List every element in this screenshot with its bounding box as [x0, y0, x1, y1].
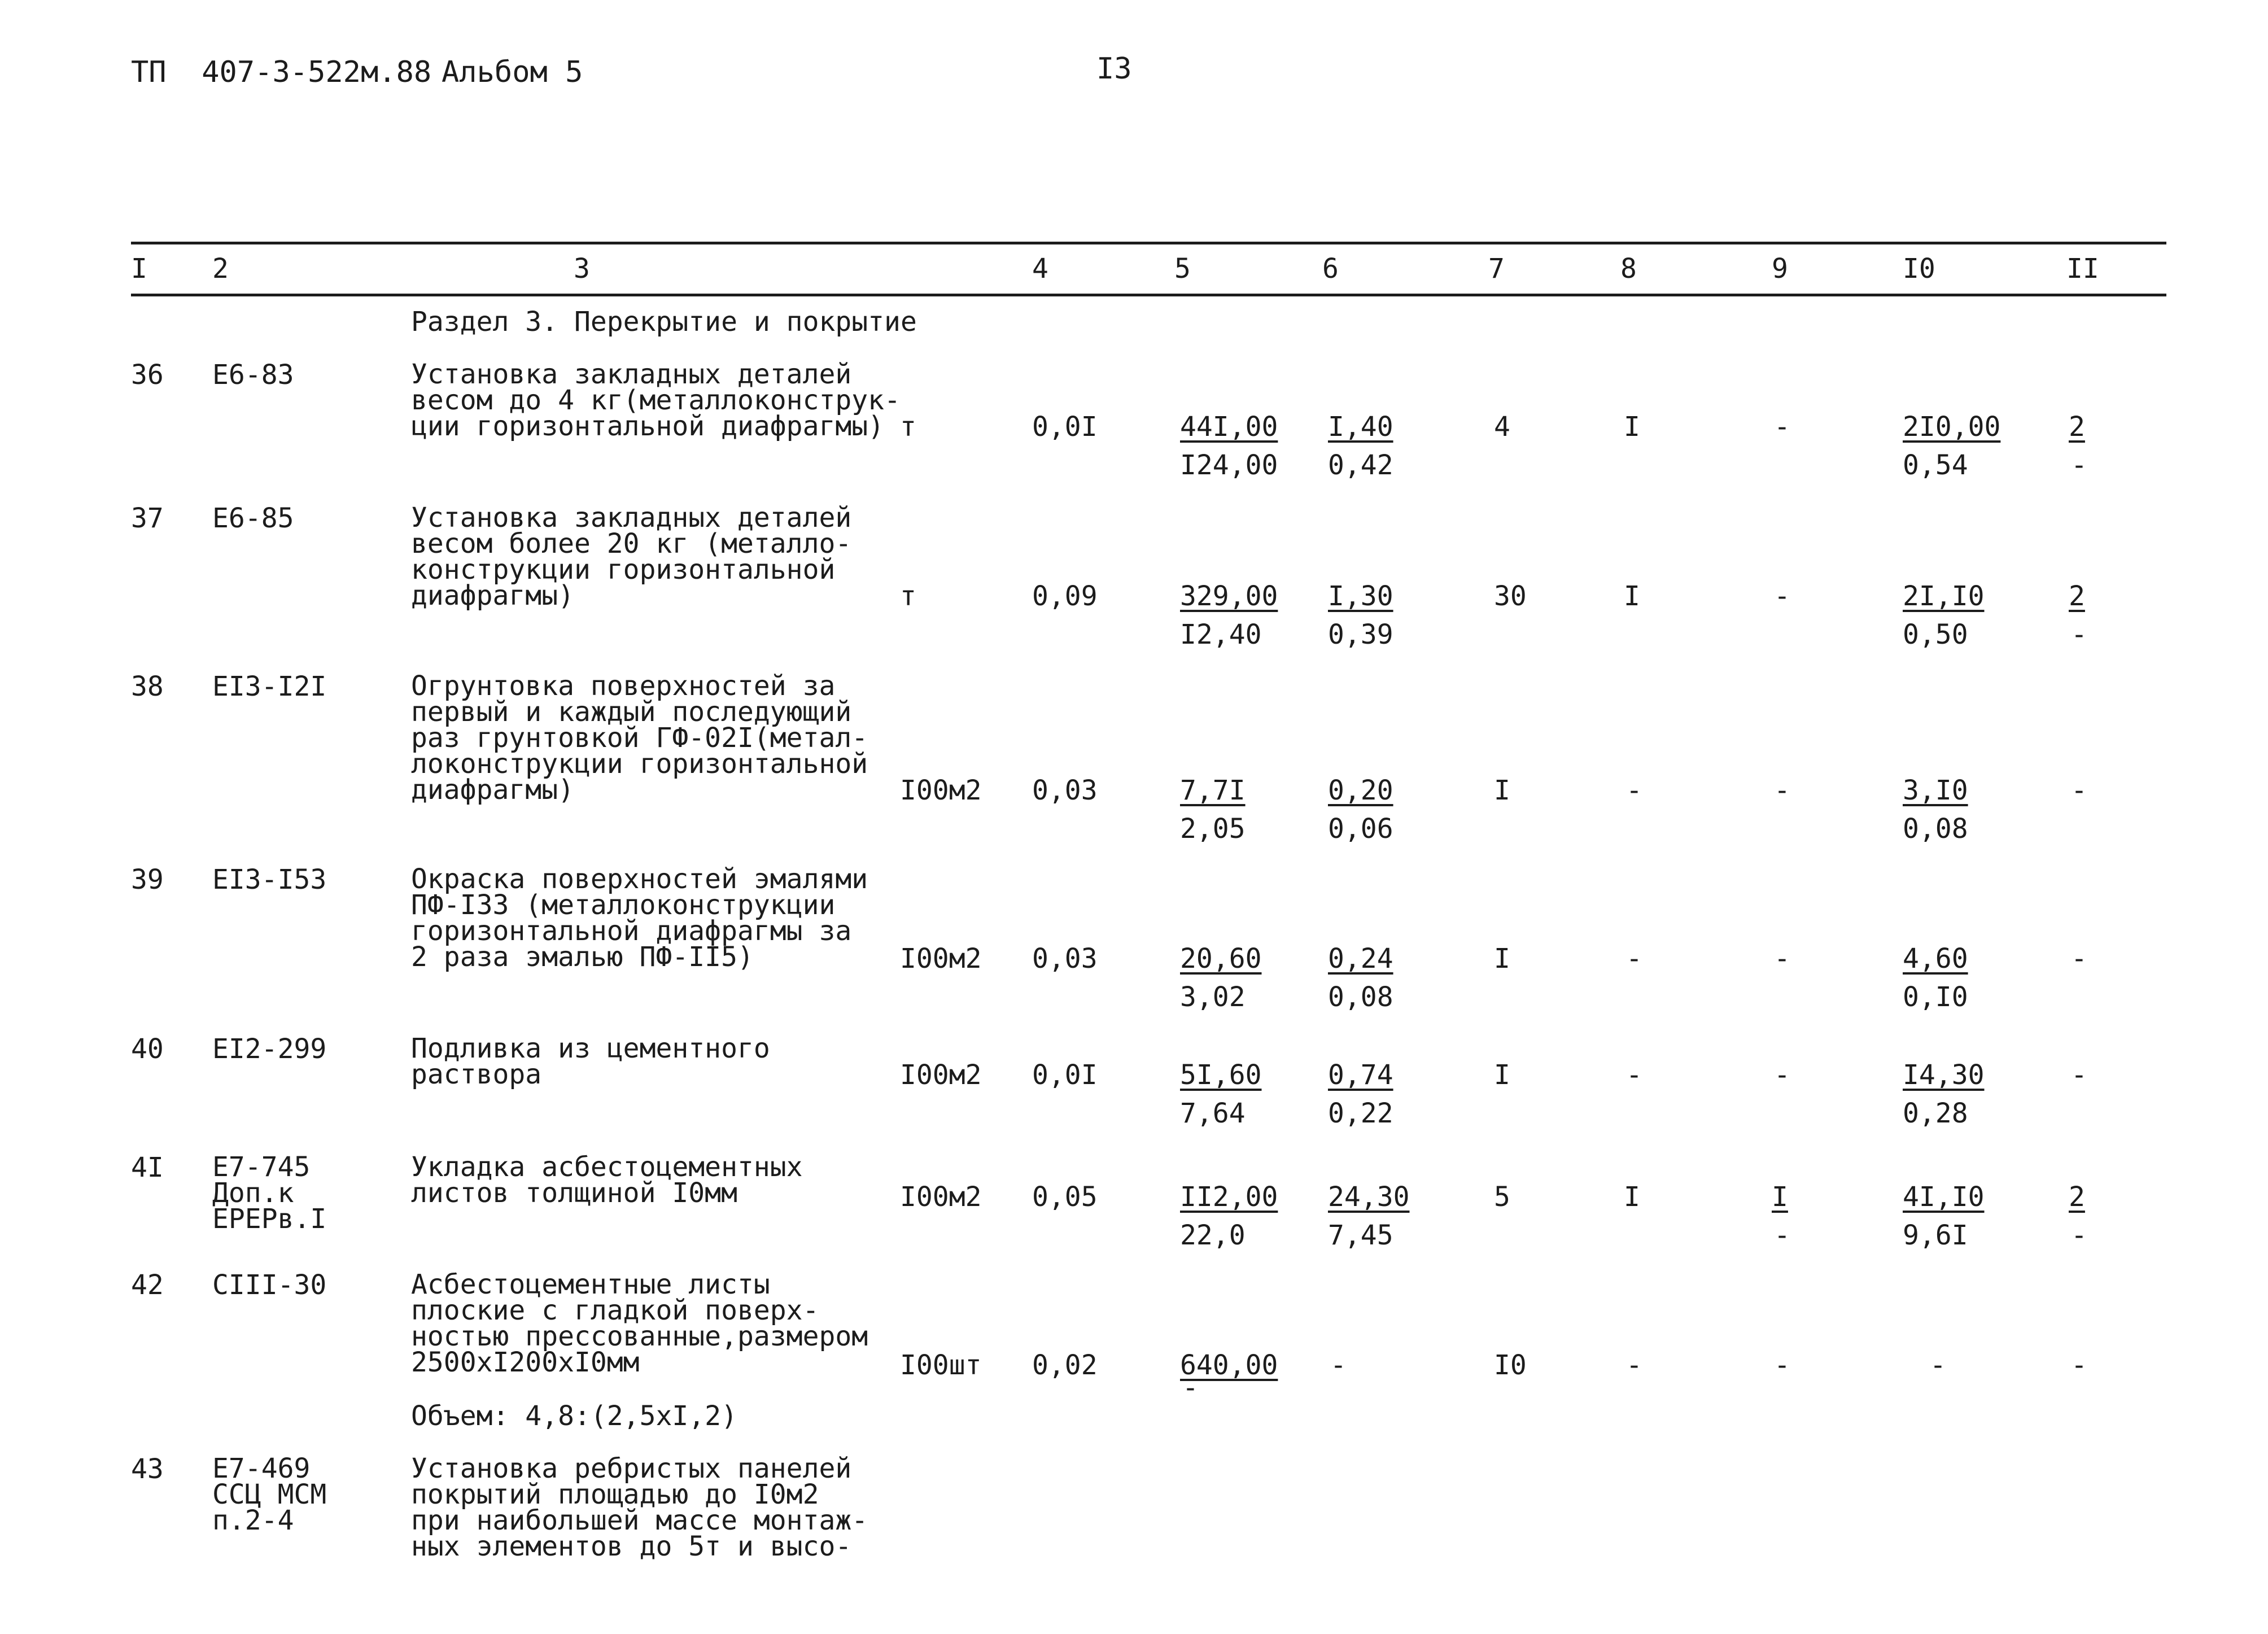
total-cost: 4,60	[1903, 943, 1968, 975]
unit-cost: 44I,00	[1180, 411, 1278, 443]
col7-value: 4	[1494, 411, 1510, 443]
machine-cost: 24,30	[1328, 1181, 1410, 1213]
section-title: Раздел 3. Перекрытие и покрытие	[411, 306, 917, 338]
column-header: I	[131, 253, 147, 285]
column-header: 6	[1322, 253, 1339, 285]
description-line: 2 раза эмалью ПФ-II5)	[411, 941, 754, 973]
description-line: Укладка асбестоцементных	[411, 1151, 803, 1183]
col7-value: I	[1494, 775, 1510, 806]
total-cost-wages: 0,50	[1903, 619, 1968, 650]
work-description	[411, 1033, 919, 1090]
col8-value: I	[1624, 580, 1640, 612]
col8-value: I	[1624, 1181, 1640, 1213]
description-line: плоские с гладкой поверх-	[411, 1295, 819, 1326]
total-cost-wages: 9,6I	[1903, 1220, 1968, 1251]
work-description	[411, 670, 919, 806]
table-top-rule	[131, 242, 2166, 244]
col11-value: -	[2071, 1059, 2087, 1091]
description-line: Установка закладных деталей	[411, 359, 852, 390]
quantity: 0,03	[1032, 943, 1098, 975]
description-line: конструкции горизонтальной	[411, 554, 836, 586]
column-header: 3	[574, 253, 590, 285]
row-number: 40	[131, 1033, 164, 1065]
col11-value: -	[2071, 1349, 2087, 1381]
unit-cost-wages: I2,40	[1180, 619, 1262, 650]
quantity: 0,03	[1032, 775, 1098, 806]
total-cost-wages: 0,I0	[1903, 981, 1968, 1013]
work-description	[411, 1151, 919, 1209]
description-line: листов толщиной I0мм	[411, 1177, 737, 1209]
description-line: ностью прессованные,размером	[411, 1321, 868, 1352]
unit: I00м2	[900, 1059, 982, 1091]
rate-code-line: ЕРЕРв.I	[212, 1203, 327, 1235]
rate-code: Е6-85	[212, 503, 294, 534]
row-number: 38	[131, 671, 164, 702]
total-cost: I4,30	[1903, 1059, 1985, 1091]
total-cost: 2I0,00	[1903, 411, 2001, 443]
description-line: Огрунтовка поверхностей за	[411, 670, 836, 702]
column-header: 7	[1488, 253, 1505, 285]
col9-value: -	[1774, 943, 1790, 975]
unit-cost: II2,00	[1180, 1181, 1278, 1213]
col11-value: 2	[2069, 411, 2085, 443]
work-description	[411, 1269, 919, 1378]
quantity: 0,0I	[1032, 411, 1098, 443]
unit: I00м2	[900, 775, 982, 806]
unit-cost-wages: 7,64	[1180, 1098, 1246, 1129]
column-header: I0	[1903, 253, 1935, 285]
work-description	[411, 502, 919, 612]
row-number: 36	[131, 359, 164, 391]
col11-second: -	[2071, 449, 2087, 481]
description-line: локонструкции горизонтальной	[411, 748, 868, 780]
unit: I00м2	[900, 1181, 982, 1213]
total-cost: 3,I0	[1903, 775, 1968, 806]
col9-value: I	[1772, 1181, 1788, 1213]
col8-value: -	[1626, 943, 1642, 975]
description-line: покрытий площадью до I0м2	[411, 1479, 819, 1510]
album-label: Альбом 5	[442, 55, 583, 89]
machine-cost: I,30	[1328, 580, 1393, 612]
row-number: 39	[131, 864, 164, 895]
unit-cost-wages: -	[1182, 1372, 1199, 1404]
description-line: диафрагмы)	[411, 774, 574, 806]
col11-second: -	[2071, 619, 2087, 650]
unit-cost-wages: I24,00	[1180, 449, 1278, 481]
row-number: 42	[131, 1269, 164, 1301]
description-line: Подливка из цементного	[411, 1033, 770, 1064]
machine-cost: I,40	[1328, 411, 1393, 443]
description-line: Асбестоцементные листы	[411, 1269, 770, 1300]
col9-value: -	[1774, 580, 1790, 612]
rate-code-line: п.2-4	[212, 1505, 294, 1536]
total-cost-wages: 0,08	[1903, 813, 1968, 845]
col9-value: -	[1774, 1349, 1790, 1381]
rate-code-line: ССЦ МСМ	[212, 1479, 327, 1510]
description-line: Окраска поверхностей эмалями	[411, 863, 868, 895]
rate-code	[212, 1453, 393, 1536]
quantity: 0,02	[1032, 1349, 1098, 1381]
unit: I00шт	[900, 1349, 982, 1381]
unit-cost-wages: 22,0	[1180, 1220, 1246, 1251]
total-cost: 2I,I0	[1903, 580, 1985, 612]
col9-value: -	[1774, 775, 1790, 806]
col11-value: 2	[2069, 1181, 2085, 1213]
machine-cost-wages: 7,45	[1328, 1220, 1393, 1251]
column-header: 5	[1174, 253, 1191, 285]
quantity: 0,05	[1032, 1181, 1098, 1213]
column-header: 8	[1620, 253, 1637, 285]
description-line: ных элементов до 5т и высо-	[411, 1531, 852, 1562]
machine-cost: 0,74	[1328, 1059, 1393, 1091]
column-header: 4	[1032, 253, 1048, 285]
col11-value: 2	[2069, 580, 2085, 612]
unit: I00м2	[900, 943, 982, 975]
col7-value: I	[1494, 1059, 1510, 1091]
col8-value: -	[1626, 1059, 1642, 1091]
description-line: весом до 4 кг(металлоконструк-	[411, 385, 901, 416]
description-line: горизонтальной диафрагмы за	[411, 915, 852, 947]
machine-cost-wages: 0,08	[1328, 981, 1393, 1013]
machine-cost-wages: 0,39	[1328, 619, 1393, 650]
unit-cost-wages: 2,05	[1180, 813, 1246, 845]
work-description	[411, 863, 919, 973]
column-header: 9	[1772, 253, 1788, 285]
rate-code: СIII-30	[212, 1269, 327, 1301]
machine-cost-wages: 0,42	[1328, 449, 1393, 481]
volume-note: Объем: 4,8:(2,5хI,2)	[411, 1400, 737, 1432]
description-line: раствора	[411, 1059, 542, 1090]
column-header: 2	[212, 253, 229, 285]
description-line: раз грунтовкой ГФ-02I(метал-	[411, 722, 868, 754]
machine-cost-wages: 0,22	[1328, 1098, 1393, 1129]
table-header-rule	[131, 294, 2166, 296]
column-header: II	[2066, 253, 2099, 285]
col9-value: -	[1774, 1059, 1790, 1091]
quantity: 0,09	[1032, 580, 1098, 612]
col7-value: 5	[1494, 1181, 1510, 1213]
description-line: ции горизонтальной диафрагмы)	[411, 410, 885, 442]
unit-cost: 20,60	[1180, 943, 1262, 975]
col11-value: -	[2071, 943, 2087, 975]
unit: т	[900, 411, 916, 443]
description-line: Установка закладных деталей	[411, 502, 852, 534]
col8-value: I	[1624, 411, 1640, 443]
work-description	[411, 1453, 919, 1562]
machine-cost: 0,24	[1328, 943, 1393, 975]
rate-code: ЕI3-I2I	[212, 671, 327, 702]
rate-code: Е6-83	[212, 359, 294, 391]
description-line: 2500хI200хI0мм	[411, 1347, 640, 1378]
machine-cost: -	[1330, 1349, 1347, 1381]
total-cost-wages: 0,54	[1903, 449, 1968, 481]
description-line: ПФ-I33 (металлоконструкции	[411, 889, 836, 921]
machine-cost: 0,20	[1328, 775, 1393, 806]
rate-code	[212, 1151, 393, 1235]
description-line: диафрагмы)	[411, 580, 574, 611]
total-cost: -	[1930, 1349, 1946, 1381]
col7-value: 30	[1494, 580, 1527, 612]
machine-cost-wages: 0,06	[1328, 813, 1393, 845]
row-number: 37	[131, 503, 164, 534]
rate-code-line: Е7-745	[212, 1151, 311, 1183]
col7-value: I0	[1494, 1349, 1527, 1381]
col8-value: -	[1626, 1349, 1642, 1381]
description-line: весом более 20 кг (металло-	[411, 528, 852, 560]
unit: т	[900, 580, 916, 612]
row-number: 43	[131, 1453, 164, 1485]
col8-value: -	[1626, 775, 1642, 806]
row-number: 4I	[131, 1152, 164, 1183]
col7-value: I	[1494, 943, 1510, 975]
unit-cost: 640,00	[1180, 1349, 1278, 1381]
quantity: 0,0I	[1032, 1059, 1098, 1091]
unit-cost: 7,7I	[1180, 775, 1246, 806]
col11-value: -	[2071, 775, 2087, 806]
rate-code-line: Доп.к	[212, 1177, 294, 1209]
unit-cost-wages: 3,02	[1180, 981, 1246, 1013]
col9-second: -	[1774, 1220, 1790, 1251]
col9-value: -	[1774, 411, 1790, 443]
description-line: при наибольшей массе монтаж-	[411, 1505, 868, 1536]
work-description	[411, 359, 919, 443]
description-line: Установка ребристых панелей	[411, 1453, 852, 1484]
page-number: I3	[1096, 52, 1132, 86]
document-code: ТП 407-3-522м.88	[131, 55, 432, 89]
rate-code: ЕI3-I53	[212, 864, 327, 895]
unit-cost: 329,00	[1180, 580, 1278, 612]
rate-code-line: Е7-469	[212, 1453, 311, 1484]
description-line: первый и каждый последующий	[411, 696, 852, 728]
unit-cost: 5I,60	[1180, 1059, 1262, 1091]
total-cost: 4I,I0	[1903, 1181, 1985, 1213]
total-cost-wages: 0,28	[1903, 1098, 1968, 1129]
col11-second: -	[2071, 1220, 2087, 1251]
rate-code: ЕI2-299	[212, 1033, 327, 1065]
